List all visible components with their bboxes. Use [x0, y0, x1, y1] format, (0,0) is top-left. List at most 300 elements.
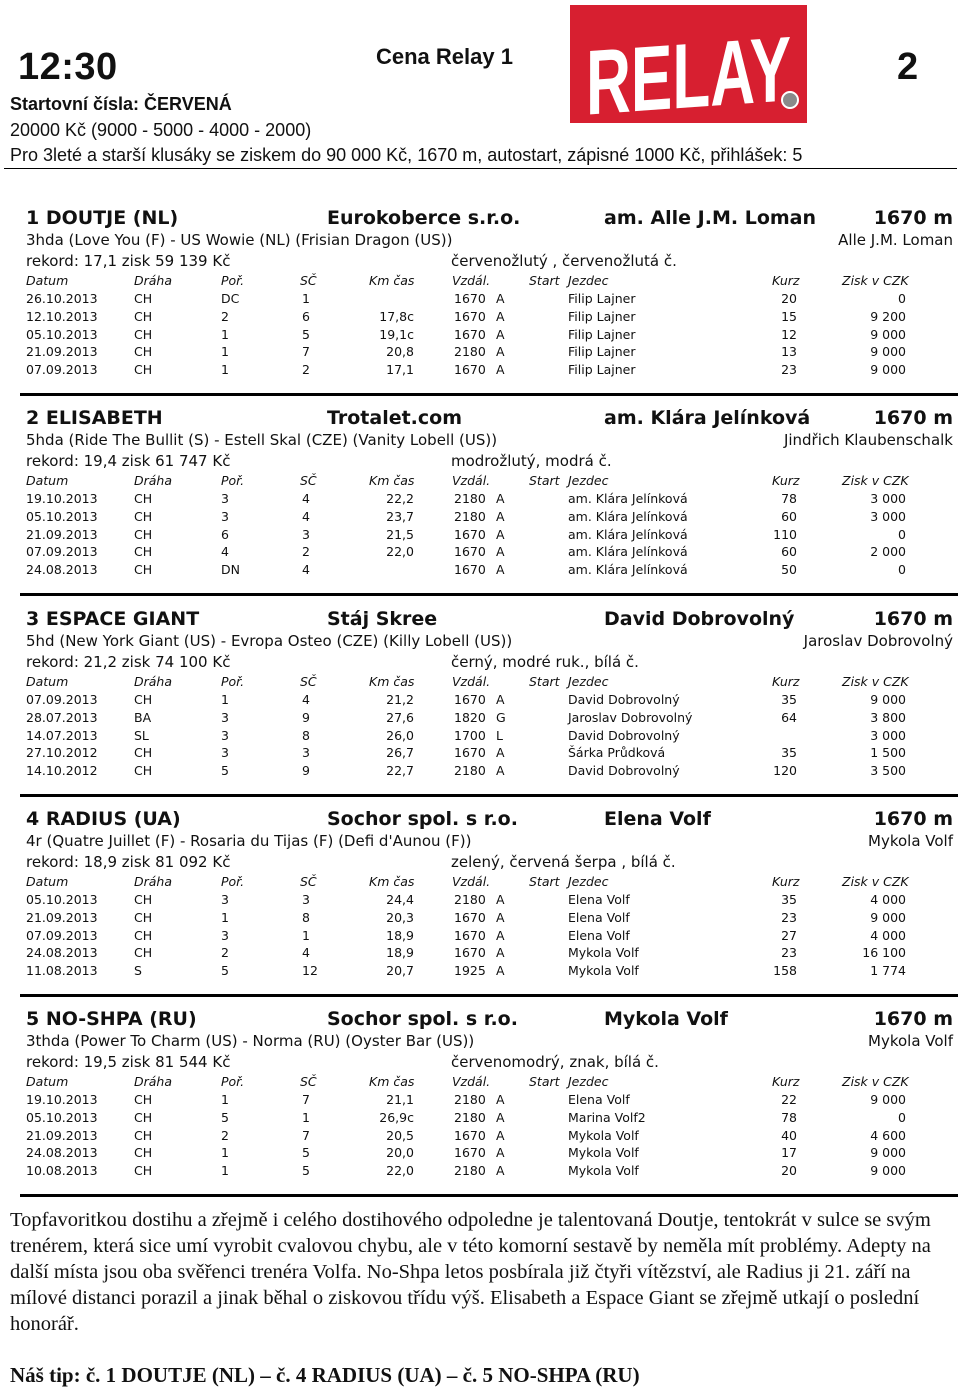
- cell-sc: 4: [302, 508, 310, 524]
- cell-km-time: 17,8c: [379, 308, 414, 324]
- cell-sc: 9: [302, 709, 310, 725]
- cell-prize: 3 500: [870, 763, 906, 779]
- header-divider: [4, 168, 957, 169]
- cell-start: A: [496, 692, 505, 707]
- cell-distance: 1700: [454, 727, 486, 743]
- table-row: [20, 291, 958, 308]
- column-date: Datum: [26, 273, 69, 288]
- cell-prize: 0: [898, 1109, 906, 1125]
- cell-position: 4: [221, 544, 229, 560]
- column-position: Poř.: [221, 473, 245, 488]
- cell-sc: 2: [302, 362, 310, 378]
- cell-position: 3: [221, 727, 229, 743]
- cell-start: A: [496, 1127, 505, 1143]
- column-start: Start: [529, 1074, 560, 1089]
- cell-track: SL: [134, 727, 149, 743]
- column-date: Datum: [26, 674, 69, 689]
- cell-distance: 1670: [454, 945, 486, 961]
- cell-start: A: [496, 1109, 505, 1125]
- cell-distance: 2180: [454, 1092, 486, 1107]
- horse-owner: Trotalet.com: [327, 407, 463, 429]
- column-sc: SČ: [300, 674, 317, 689]
- cell-position: 2: [221, 1127, 229, 1143]
- cell-driver: Filip Lajner: [568, 326, 636, 342]
- cell-driver: Šárka Průdková: [568, 745, 666, 761]
- cell-prize: 4 000: [870, 927, 906, 943]
- our-tip: Náš tip: č. 1 DOUTJE (NL) – č. 4 RADIUS (UA) – č. 5 NO-SHPA (RU): [10, 1363, 640, 1387]
- horse-name: 4 RADIUS (UA): [26, 808, 181, 830]
- cell-km-time: 22,7: [386, 763, 414, 779]
- cell-position: 3: [221, 745, 229, 761]
- horse-pedigree: 5hda (Ride The Bullit (S) - Estell Skal (CZE) (Vanity Lobell (US)): [26, 431, 498, 449]
- cell-km-time: 18,9: [386, 945, 414, 961]
- cell-track: CH: [134, 1163, 153, 1179]
- cell-prize: 4 600: [870, 1127, 906, 1143]
- cell-sc: 2: [302, 544, 310, 560]
- cell-km-time: 20,0: [386, 1145, 414, 1161]
- cell-odds: 23: [781, 909, 797, 925]
- column-start: Start: [529, 273, 560, 288]
- cell-date: 19.10.2013: [26, 1092, 98, 1107]
- cell-prize: 16 100: [862, 945, 906, 961]
- cell-date: 28.07.2013: [26, 709, 98, 725]
- race-title: Cena Relay 1: [376, 44, 513, 69]
- cell-position: 3: [221, 709, 229, 725]
- column-driver: Jezdec: [568, 1074, 609, 1089]
- cell-distance: 2180: [454, 763, 486, 779]
- cell-driver: David Dobrovolný: [568, 727, 680, 743]
- cell-start: A: [496, 963, 505, 979]
- cell-position: 3: [221, 892, 229, 907]
- cell-driver: Jaroslav Dobrovolný: [568, 709, 693, 725]
- column-track: Dráha: [134, 473, 173, 488]
- cell-date: 05.10.2013: [26, 1109, 98, 1125]
- table-row: [20, 945, 958, 962]
- column-prize: Zisk v CZK: [842, 273, 909, 288]
- horse-driver: Mykola Volf: [868, 832, 953, 850]
- cell-start: A: [496, 1145, 505, 1161]
- column-odds: Kurz: [772, 674, 800, 689]
- column-driver: Jezdec: [568, 874, 609, 889]
- cell-track: CH: [134, 326, 153, 342]
- horse-pedigree: 3hda (Love You (F) - US Wowie (NL) (Frisian Dragon (US)): [26, 231, 453, 249]
- cell-date: 07.09.2013: [26, 544, 98, 560]
- column-track: Dráha: [134, 1074, 173, 1089]
- cell-sc: 1: [302, 291, 310, 306]
- table-row: [20, 710, 958, 727]
- table-row: [20, 1128, 958, 1145]
- cell-prize: 0: [898, 562, 906, 578]
- cell-start: A: [496, 326, 505, 342]
- cell-driver: Mykola Volf: [568, 1127, 639, 1143]
- cell-driver: David Dobrovolný: [568, 763, 680, 779]
- cell-track: CH: [134, 526, 153, 542]
- relay-logo: [570, 5, 890, 135]
- cell-odds: 158: [773, 963, 797, 979]
- horse-pedigree: 5hd (New York Giant (US) - Evropa Osteo (CZE) (Killy Lobell (US)): [26, 632, 513, 650]
- table-row: [20, 692, 958, 709]
- table-row: [20, 892, 958, 909]
- cell-sc: 5: [302, 1145, 310, 1161]
- cell-distance: 1670: [454, 745, 486, 761]
- horse-owner: Stáj Skree: [327, 608, 438, 630]
- cell-date: 24.08.2013: [26, 1145, 98, 1161]
- cell-start: A: [496, 526, 505, 542]
- table-row: [20, 728, 958, 745]
- column-odds: Kurz: [772, 473, 800, 488]
- horse-record: rekord: 19,5 zisk 81 544 Kč: [26, 1053, 231, 1071]
- cell-prize: 9 000: [870, 692, 906, 707]
- cell-odds: 27: [781, 927, 797, 943]
- column-km-time: Km čas: [369, 1074, 415, 1089]
- relay-logo-wordmark: [580, 10, 890, 135]
- cell-driver: am. Klára Jelínková: [568, 508, 688, 524]
- column-odds: Kurz: [772, 273, 800, 288]
- cell-driver: am. Klára Jelínková: [568, 562, 688, 578]
- cell-odds: 35: [781, 692, 797, 707]
- cell-start: A: [496, 544, 505, 560]
- cell-sc: 6: [302, 308, 310, 324]
- cell-track: CH: [134, 892, 153, 907]
- cell-date: 11.08.2013: [26, 963, 98, 979]
- cell-odds: 64: [781, 709, 797, 725]
- column-track: Dráha: [134, 674, 173, 689]
- horse-divider: [20, 794, 958, 797]
- cell-odds: 23: [781, 945, 797, 961]
- cell-sc: 7: [302, 1092, 310, 1107]
- cell-date: 21.09.2013: [26, 526, 98, 542]
- table-row: [20, 745, 958, 762]
- cell-distance: 1670: [454, 291, 486, 306]
- cell-km-time: 20,5: [386, 1127, 414, 1143]
- cell-position: 1: [221, 692, 229, 707]
- cell-odds: 40: [781, 1127, 797, 1143]
- column-distance: Vzdál.: [452, 473, 491, 488]
- cell-date: 05.10.2013: [26, 326, 98, 342]
- cell-distance: 1670: [454, 544, 486, 560]
- horse-distance: 1670 m: [873, 608, 953, 630]
- cell-distance: 2180: [454, 1109, 486, 1125]
- cell-driver: Mykola Volf: [568, 963, 639, 979]
- cell-date: 26.10.2013: [26, 291, 98, 306]
- cell-track: CH: [134, 692, 153, 707]
- cell-prize: 0: [898, 526, 906, 542]
- table-row: [20, 1092, 958, 1109]
- cell-position: 1: [221, 362, 229, 378]
- cell-km-time: 21,2: [386, 692, 414, 707]
- cell-distance: 2180: [454, 491, 486, 506]
- cell-driver: am. Klára Jelínková: [568, 544, 688, 560]
- cell-driver: Mykola Volf: [568, 945, 639, 961]
- results-header: [20, 874, 958, 891]
- cell-odds: 78: [781, 491, 797, 506]
- horse-name: 5 NO-SHPA (RU): [26, 1008, 197, 1030]
- cell-distance: 1670: [454, 927, 486, 943]
- cell-distance: 1925: [454, 963, 486, 979]
- column-date: Datum: [26, 473, 69, 488]
- cell-start: A: [496, 562, 505, 578]
- cell-track: CH: [134, 1127, 153, 1143]
- cell-driver: am. Klára Jelínková: [568, 491, 688, 506]
- column-driver: Jezdec: [568, 674, 609, 689]
- cell-position: DN: [221, 562, 240, 578]
- cell-sc: 7: [302, 344, 310, 360]
- horse-record: rekord: 18,9 zisk 81 092 Kč: [26, 853, 231, 871]
- cell-km-time: 20,3: [386, 909, 414, 925]
- column-prize: Zisk v CZK: [842, 473, 909, 488]
- results-header: [20, 273, 958, 290]
- logo-text: RELAY: [586, 10, 890, 135]
- horse-colors: černý, modré ruk., bílá č.: [451, 653, 639, 671]
- cell-start: A: [496, 745, 505, 761]
- cell-driver: Mykola Volf: [568, 1163, 639, 1179]
- column-prize: Zisk v CZK: [842, 1074, 909, 1089]
- table-row: [20, 309, 958, 326]
- cell-odds: 110: [773, 526, 797, 542]
- cell-odds: 23: [781, 362, 797, 378]
- cell-date: 12.10.2013: [26, 308, 98, 324]
- table-row: [20, 362, 958, 379]
- horse-owner: Eurokoberce s.r.o.: [327, 207, 521, 229]
- table-row: [20, 910, 958, 927]
- cell-position: 3: [221, 508, 229, 524]
- cell-sc: 5: [302, 1163, 310, 1179]
- cell-track: CH: [134, 344, 153, 360]
- cell-track: CH: [134, 745, 153, 761]
- cell-driver: David Dobrovolný: [568, 692, 680, 707]
- horse-colors: zelený, červená šerpa , bílá č.: [451, 853, 676, 871]
- cell-odds: 35: [781, 745, 797, 761]
- cell-sc: 4: [302, 692, 310, 707]
- cell-date: 24.08.2013: [26, 945, 98, 961]
- horse-driver: Jaroslav Dobrovolný: [803, 632, 953, 650]
- column-sc: SČ: [300, 473, 317, 488]
- cell-km-time: 22,2: [386, 491, 414, 506]
- cell-km-time: 20,7: [386, 963, 414, 979]
- cell-sc: 4: [302, 945, 310, 961]
- horse-distance: 1670 m: [873, 1008, 953, 1030]
- horse-pedigree: 4r (Quatre Juillet (F) - Rosaria du Tijas (F) (Defi d'Aunou (F)): [26, 832, 472, 850]
- column-position: Poř.: [221, 273, 245, 288]
- horse-trainer: am. Alle J.M. Loman: [604, 207, 817, 229]
- column-prize: Zisk v CZK: [842, 874, 909, 889]
- cell-odds: 50: [781, 562, 797, 578]
- cell-distance: 1670: [454, 308, 486, 324]
- cell-start: A: [496, 945, 505, 961]
- column-odds: Kurz: [772, 874, 800, 889]
- cell-track: CH: [134, 1109, 153, 1125]
- cell-prize: 9 000: [870, 909, 906, 925]
- column-date: Datum: [26, 1074, 69, 1089]
- cell-date: 21.09.2013: [26, 1127, 98, 1143]
- cell-prize: 2 000: [870, 544, 906, 560]
- cell-odds: 60: [781, 508, 797, 524]
- cell-date: 10.08.2013: [26, 1163, 98, 1179]
- cell-distance: 1670: [454, 909, 486, 925]
- cell-track: CH: [134, 927, 153, 943]
- cell-km-time: 27,6: [386, 709, 414, 725]
- cell-driver: Marina Volf2: [568, 1109, 646, 1125]
- cell-sc: 4: [302, 491, 310, 506]
- cell-track: CH: [134, 308, 153, 324]
- table-row: [20, 527, 958, 544]
- table-row: [20, 928, 958, 945]
- cell-position: 3: [221, 927, 229, 943]
- horse-divider: [20, 1194, 958, 1197]
- cell-km-time: 21,5: [386, 526, 414, 542]
- cell-track: CH: [134, 763, 153, 779]
- column-position: Poř.: [221, 674, 245, 689]
- cell-distance: 2180: [454, 1163, 486, 1179]
- column-distance: Vzdál.: [452, 874, 491, 889]
- cell-position: 2: [221, 945, 229, 961]
- prize-money: 20000 Kč (9000 - 5000 - 4000 - 2000): [10, 120, 312, 140]
- cell-odds: 22: [781, 1092, 797, 1107]
- race-conditions: Pro 3leté a starší klusáky se ziskem do 90 000 Kč, 1670 m, autostart, zápisné 1000 Kč, přihlášek: 5: [10, 145, 803, 165]
- cell-odds: 20: [781, 291, 797, 306]
- column-sc: SČ: [300, 273, 317, 288]
- cell-date: 05.10.2013: [26, 892, 98, 907]
- column-km-time: Km čas: [369, 273, 415, 288]
- cell-odds: 17: [781, 1145, 797, 1161]
- cell-sc: 8: [302, 909, 310, 925]
- results-header: [20, 674, 958, 691]
- cell-position: 1: [221, 1163, 229, 1179]
- horse-owner: Sochor spol. s r.o.: [327, 1008, 518, 1030]
- cell-odds: 120: [773, 763, 797, 779]
- horse-entry-3: [20, 608, 958, 804]
- column-distance: Vzdál.: [452, 273, 491, 288]
- cell-date: 24.08.2013: [26, 562, 98, 578]
- cell-distance: 1670: [454, 1145, 486, 1161]
- cell-driver: Elena Volf: [568, 892, 630, 907]
- horse-driver: Jindřich Klaubenschalk: [783, 431, 953, 449]
- column-sc: SČ: [300, 874, 317, 889]
- cell-odds: 12: [781, 326, 797, 342]
- cell-start: A: [496, 508, 505, 524]
- table-row: [20, 491, 958, 508]
- cell-odds: 20: [781, 1163, 797, 1179]
- cell-track: S: [134, 963, 142, 979]
- cell-position: 1: [221, 326, 229, 342]
- cell-date: 07.09.2013: [26, 927, 98, 943]
- table-row: [20, 544, 958, 561]
- cell-prize: 4 000: [870, 892, 906, 907]
- horse-distance: 1670 m: [873, 407, 953, 429]
- table-row: [20, 562, 958, 579]
- cell-position: 2: [221, 308, 229, 324]
- race-time: 12:30: [18, 46, 118, 88]
- horse-trainer: Elena Volf: [604, 808, 711, 830]
- table-row: [20, 963, 958, 980]
- cell-prize: 0: [898, 291, 906, 306]
- cell-distance: 1670: [454, 1127, 486, 1143]
- cell-position: 6: [221, 526, 229, 542]
- column-odds: Kurz: [772, 1074, 800, 1089]
- table-row: [20, 1110, 958, 1127]
- cell-km-time: 24,4: [386, 892, 414, 907]
- column-distance: Vzdál.: [452, 674, 491, 689]
- table-row: [20, 1163, 958, 1180]
- cell-sc: 1: [302, 927, 310, 943]
- horse-colors: červenožlutý , červenožlutá č.: [451, 252, 677, 270]
- cell-sc: 3: [302, 892, 310, 907]
- cell-start: A: [496, 291, 505, 306]
- start-numbers: Startovní čísla: ČERVENÁ: [10, 94, 232, 114]
- cell-driver: Mykola Volf: [568, 1145, 639, 1161]
- cell-distance: 1670: [454, 562, 486, 578]
- cell-position: 1: [221, 1145, 229, 1161]
- cell-date: 27.10.2012: [26, 745, 98, 761]
- column-start: Start: [529, 674, 560, 689]
- cell-start: A: [496, 308, 505, 324]
- cell-km-time: 19,1c: [379, 326, 414, 342]
- horse-name: 1 DOUTJE (NL): [26, 207, 179, 229]
- race-number: 2: [897, 46, 919, 88]
- column-position: Poř.: [221, 1074, 245, 1089]
- horse-driver: Mykola Volf: [868, 1032, 953, 1050]
- cell-position: 5: [221, 763, 229, 779]
- cell-prize: 1 774: [870, 963, 906, 979]
- cell-prize: 9 000: [870, 326, 906, 342]
- column-km-time: Km čas: [369, 473, 415, 488]
- horse-owner: Sochor spol. s r.o.: [327, 808, 518, 830]
- horse-trainer: David Dobrovolný: [604, 608, 795, 630]
- cell-date: 05.10.2013: [26, 508, 98, 524]
- cell-date: 21.09.2013: [26, 909, 98, 925]
- column-prize: Zisk v CZK: [842, 674, 909, 689]
- cell-km-time: 22,0: [386, 544, 414, 560]
- cell-start: A: [496, 763, 505, 779]
- horse-record: rekord: 17,1 zisk 59 139 Kč: [26, 252, 231, 270]
- cell-odds: 60: [781, 544, 797, 560]
- cell-start: A: [496, 1163, 505, 1179]
- race-commentary: Topfavoritkou dostihu a zřejmě i celého dostihového odpoledne je talentovaná Doutje, tentokrát v sulce se svým trenérem, která sice umí vyrobit cvalovou chybu, ale v této komorní sestavě by neměla mít problémy. Adepty na další místa jsou oba svěřenci trenéra Volfa. No-Shpa letos posbírala již čtyři vítězství, ale Radius ji 21. září na mílové distanci porazil a jinak běhal o ziskovou třídu výš. Elisabeth a Espace Giant se zřejmě utkají o poslední honorář.: [10, 1209, 931, 1335]
- cell-distance: 2180: [454, 344, 486, 360]
- cell-sc: 8: [302, 727, 310, 743]
- cell-km-time: 18,9: [386, 927, 414, 943]
- cell-km-time: 22,0: [386, 1163, 414, 1179]
- cell-start: L: [496, 727, 503, 743]
- cell-km-time: 26,7: [386, 745, 414, 761]
- cell-track: CH: [134, 945, 153, 961]
- cell-track: CH: [134, 544, 153, 560]
- cell-odds: 15: [781, 308, 797, 324]
- horse-entry-2: [20, 407, 958, 603]
- column-track: Dráha: [134, 874, 173, 889]
- horse-entry-1: [20, 207, 958, 403]
- cell-distance: 1670: [454, 692, 486, 707]
- cell-sc: 4: [302, 562, 310, 578]
- table-row: [20, 1145, 958, 1162]
- column-start: Start: [529, 473, 560, 488]
- table-row: [20, 509, 958, 526]
- cell-driver: Elena Volf: [568, 927, 630, 943]
- cell-km-time: 23,7: [386, 508, 414, 524]
- horse-record: rekord: 19,4 zisk 61 747 Kč: [26, 452, 231, 470]
- cell-prize: 9 000: [870, 1145, 906, 1161]
- horse-colors: červenomodrý, znak, bílá č.: [451, 1053, 659, 1071]
- table-row: [20, 763, 958, 780]
- horse-divider: [20, 593, 958, 596]
- cell-start: G: [496, 709, 506, 725]
- column-position: Poř.: [221, 874, 245, 889]
- cell-date: 07.09.2013: [26, 692, 98, 707]
- column-sc: SČ: [300, 1074, 317, 1089]
- horse-trainer: Mykola Volf: [604, 1008, 728, 1030]
- cell-track: CH: [134, 508, 153, 524]
- column-distance: Vzdál.: [452, 1074, 491, 1089]
